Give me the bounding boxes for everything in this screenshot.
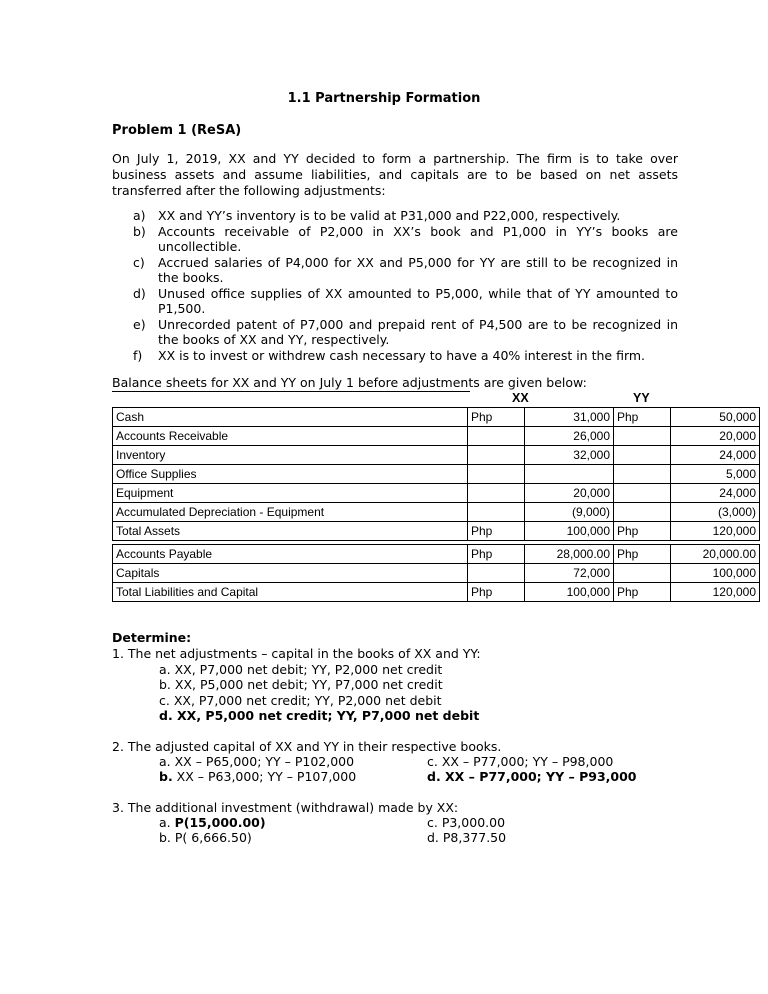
q3-option-c: c. P3,000.00 — [427, 815, 506, 830]
row-label: Total Liabilities and Capital — [113, 583, 468, 602]
adjustment-letter: a) — [133, 208, 146, 223]
table-row — [113, 583, 760, 602]
adjustment-item — [112, 255, 678, 286]
xx-amount: 26,000 — [525, 427, 614, 446]
yy-amount: 100,000 — [671, 564, 760, 583]
table-top-rule — [112, 391, 470, 392]
yy-currency — [614, 446, 671, 465]
q3-option-a-letter: a. — [159, 815, 175, 830]
adjustment-letter: f) — [133, 347, 143, 363]
q2-option-a: a. XX – P65,000; YY – P102,000 — [159, 754, 355, 769]
row-label: Accumulated Depreciation - Equipment — [113, 503, 468, 522]
column-header-xx: XX — [512, 391, 529, 405]
row-label: Equipment — [113, 484, 468, 503]
yy-currency — [614, 427, 671, 446]
xx-amount: 100,000 — [525, 522, 614, 541]
adjustment-item — [112, 317, 678, 348]
yy-amount: 20,000 — [671, 427, 760, 446]
question-3: 3. The additional investment (withdrawal) made by XX: — [112, 800, 459, 815]
table-row — [113, 522, 760, 541]
xx-amount: 32,000 — [525, 446, 614, 465]
q3-option-b: b. P( 6,666.50) — [159, 830, 252, 845]
q2-option-d: d. XX – P77,000; YY – P93,000 — [427, 769, 637, 784]
row-label: Total Assets — [113, 522, 468, 541]
adjustment-letter: e) — [133, 316, 146, 332]
table-row — [113, 564, 760, 583]
adjustment-text: Unrecorded patent of P7,000 and prepaid rent of P4,500 are to be recognized in the books of XX and YY, respectively. — [158, 316, 678, 347]
yy-currency — [614, 484, 671, 503]
adjustment-text: Accounts receivable of P2,000 in XX’s book and P1,000 in YY’s books are uncollectible. — [158, 223, 678, 254]
adjustment-text: Unused office supplies of XX amounted to P5,000, while that of YY amounted to P1,500. — [158, 285, 678, 316]
q2-option-b-letter: b. — [159, 769, 173, 784]
q2-option-c: c. XX – P77,000; YY – P98,000 — [427, 754, 614, 769]
column-header-yy: YY — [633, 391, 650, 405]
yy-currency: Php — [614, 583, 671, 602]
page-title: 1.1 Partnership Formation — [287, 91, 481, 106]
yy-currency — [614, 564, 671, 583]
yy-amount: (3,000) — [671, 503, 760, 522]
question-1: 1. The net adjustments – capital in the books of XX and YY: — [112, 646, 481, 661]
adjustment-item — [112, 348, 678, 364]
xx-currency — [468, 427, 525, 446]
adjustment-text: XX and YY’s inventory is to be valid at P31,000 and P22,000, respectively. — [158, 208, 621, 223]
q1-option-d: d. XX, P5,000 net credit; YY, P7,000 net debit — [159, 708, 480, 723]
yy-amount: 120,000 — [671, 583, 760, 602]
xx-currency: Php — [468, 545, 525, 564]
yy-amount: 120,000 — [671, 522, 760, 541]
xx-currency — [468, 446, 525, 465]
determine-heading: Determine: — [112, 630, 192, 645]
xx-amount: 100,000 — [525, 583, 614, 602]
xx-currency — [468, 564, 525, 583]
yy-amount: 50,000 — [671, 408, 760, 427]
q3-option-d: d. P8,377.50 — [427, 830, 507, 845]
q2-option-b — [159, 769, 356, 785]
xx-amount: 72,000 — [525, 564, 614, 583]
adjustment-text: XX is to invest or withdrew cash necessary to have a 40% interest in the firm. — [158, 347, 646, 363]
table-row — [113, 446, 760, 465]
q2-option-b-text: XX – P63,000; YY – P107,000 — [172, 769, 357, 784]
table-row — [113, 427, 760, 446]
adjustment-item — [112, 286, 678, 317]
yy-currency: Php — [614, 408, 671, 427]
row-label: Office Supplies — [113, 465, 468, 484]
intro-paragraph: On July 1, 2019, XX and YY decided to form a partnership. The firm is to take over business assets and assume liabilities, and capitals are to be based on net assets transferred after the following adjustments: — [112, 151, 678, 198]
xx-currency: Php — [468, 583, 525, 602]
xx-amount: (9,000) — [525, 503, 614, 522]
yy-amount: 5,000 — [671, 465, 760, 484]
q3-option-a-text: P(15,000.00) — [174, 815, 266, 830]
xx-currency: Php — [468, 522, 525, 541]
yy-amount: 24,000 — [671, 446, 760, 465]
adjustment-item — [112, 208, 678, 224]
row-label: Accounts Payable — [113, 545, 468, 564]
yy-currency: Php — [614, 545, 671, 564]
adjustments-list — [112, 208, 678, 363]
q1-option-b: b. XX, P5,000 net debit; YY, P7,000 net credit — [159, 677, 443, 692]
table-row — [113, 545, 760, 564]
xx-currency: Php — [468, 408, 525, 427]
table-row — [113, 503, 760, 522]
xx-currency — [468, 465, 525, 484]
yy-currency: Php — [614, 522, 671, 541]
xx-amount: 31,000 — [525, 408, 614, 427]
adjustment-letter: c) — [133, 254, 145, 270]
q1-option-a: a. XX, P7,000 net debit; YY, P2,000 net credit — [159, 662, 443, 677]
row-label: Accounts Receivable — [113, 427, 468, 446]
q3-option-a — [159, 815, 266, 831]
row-label: Inventory — [113, 446, 468, 465]
q1-option-c: c. XX, P7,000 net credit; YY, P2,000 net debit — [159, 693, 442, 708]
table-row — [113, 484, 760, 503]
yy-currency — [614, 465, 671, 484]
row-label: Capitals — [113, 564, 468, 583]
row-label: Cash — [113, 408, 468, 427]
xx-amount — [525, 465, 614, 484]
adjustment-letter: d) — [133, 285, 146, 301]
table-row — [113, 408, 760, 427]
adjustment-letter: b) — [133, 223, 146, 239]
table-row — [113, 465, 760, 484]
xx-amount: 20,000 — [525, 484, 614, 503]
balance-sheet-heading: Balance sheets for XX and YY on July 1 before adjustments are given below: — [112, 375, 587, 390]
xx-currency — [468, 484, 525, 503]
xx-amount: 28,000.00 — [525, 545, 614, 564]
yy-currency — [614, 503, 671, 522]
xx-currency — [468, 503, 525, 522]
adjustment-item — [112, 224, 678, 255]
problem-heading: Problem 1 (ReSA) — [112, 123, 242, 138]
yy-amount: 20,000.00 — [671, 545, 760, 564]
balance-sheet-table — [112, 407, 760, 602]
yy-amount: 24,000 — [671, 484, 760, 503]
adjustment-text: Accrued salaries of P4,000 for XX and P5,000 for YY are still to be recognized in the books. — [158, 254, 678, 285]
question-2: 2. The adjusted capital of XX and YY in their respective books. — [112, 739, 502, 754]
